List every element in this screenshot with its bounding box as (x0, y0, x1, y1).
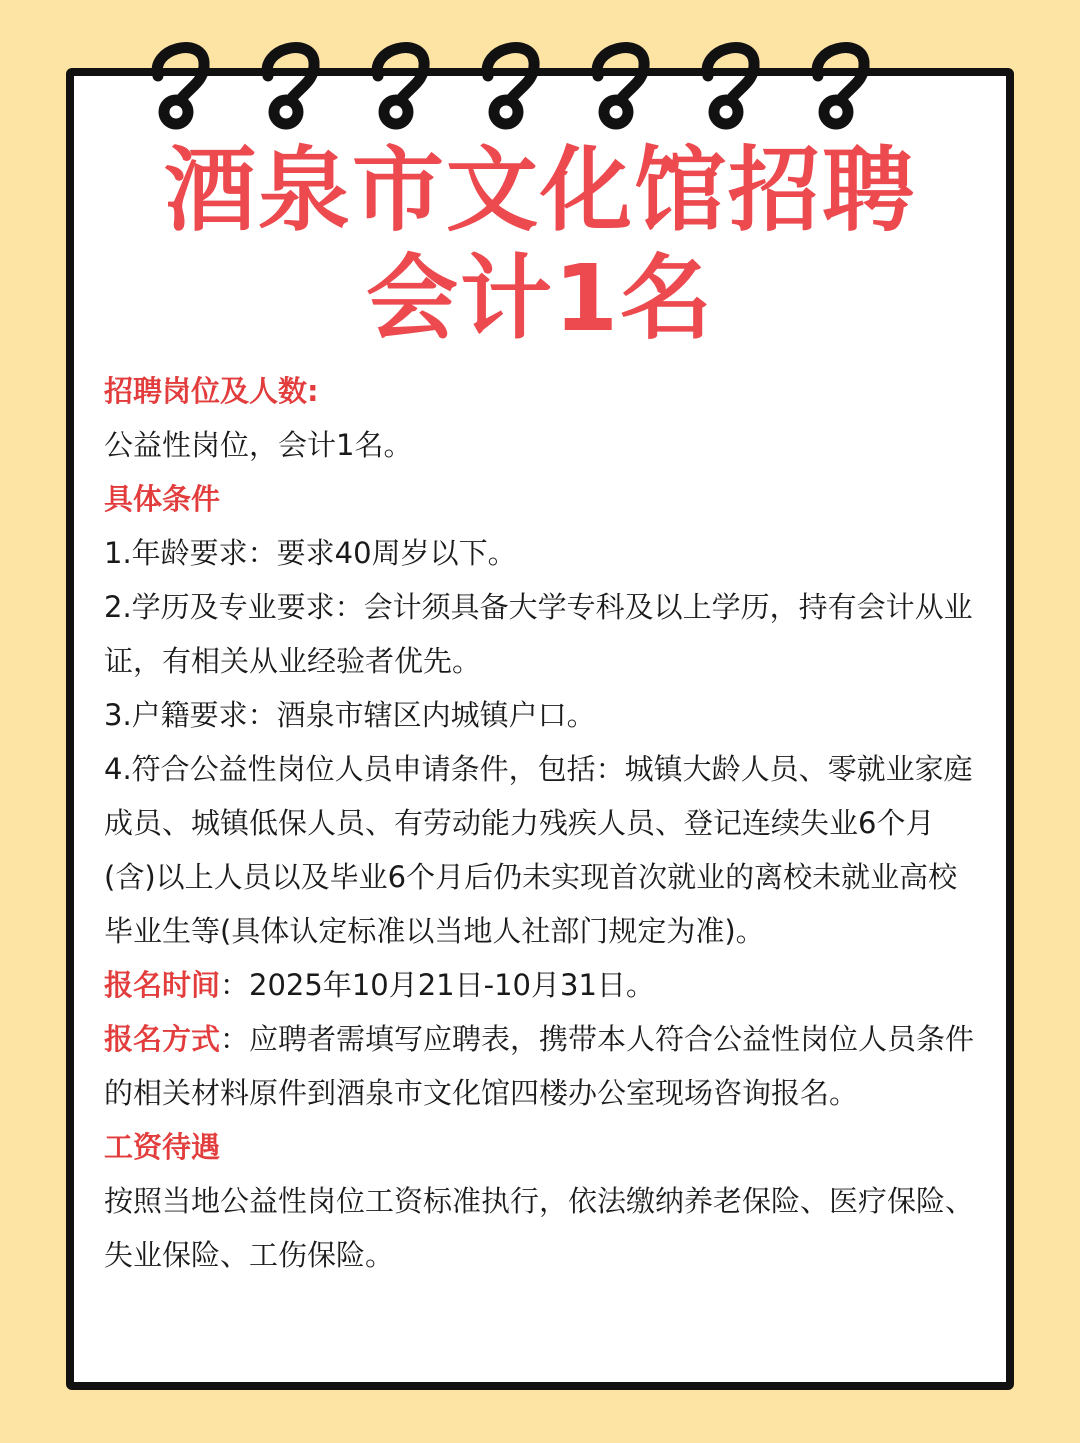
binding-ring-icon (487, 48, 534, 124)
salary-text: 按照当地公益性岗位工资标准执行，依法缴纳养老保险、医疗保险、失业保险、工伤保险。 (104, 1184, 975, 1272)
binding-ring-icon (817, 48, 864, 124)
signup-time-label: 报名时间 (104, 968, 221, 1002)
condition-item: 1.年龄要求：要求40周岁以下。 (104, 536, 517, 570)
notice-content (104, 364, 984, 1282)
page-title-line2: 会计1名 (365, 245, 714, 352)
positions-heading: 招聘岗位及人数: (104, 374, 319, 408)
condition-item: 2.学历及专业要求：会计须具备大学专科及以上学历，持有会计从业证，有相关从业经验者优先。 (104, 590, 973, 678)
signup-method-label: 报名方式 (104, 1022, 221, 1056)
condition-item: 4.符合公益性岗位人员申请条件，包括：城镇大龄人员、零就业家庭成员、城镇低保人员、有劳动能力残疾人员、登记连续失业6个月(含)以上人员以及毕业6个月后仍未实现首次就业的离校未就业高校毕业生等(具体认定标准以当地人社部门规定为准)。 (104, 752, 973, 948)
conditions-heading: 具体条件 (104, 482, 221, 516)
binding-ring-icon (597, 48, 644, 124)
signup-time-text: ：2025年10月21日-10月31日。 (220, 968, 655, 1002)
positions-text: 公益性岗位，会计1名。 (104, 428, 413, 462)
binding-ring-icon (157, 48, 204, 124)
spiral-binding (0, 0, 1080, 140)
binding-ring-icon (267, 48, 314, 124)
signup-method (104, 1012, 984, 1120)
condition-item: 3.户籍要求：酒泉市辖区内城镇户口。 (104, 698, 596, 732)
salary-heading: 工资待遇 (104, 1130, 221, 1164)
signup-method-text: ：应聘者需填写应聘表，携带本人符合公益性岗位人员条件的相关材料原件到酒泉市文化馆四楼办公室现场咨询报名。 (104, 1022, 975, 1110)
binding-ring-icon (707, 48, 754, 124)
page-title-line1: 酒泉市文化馆招聘 (163, 137, 916, 244)
signup-time (104, 958, 984, 1012)
binding-ring-icon (377, 48, 424, 124)
